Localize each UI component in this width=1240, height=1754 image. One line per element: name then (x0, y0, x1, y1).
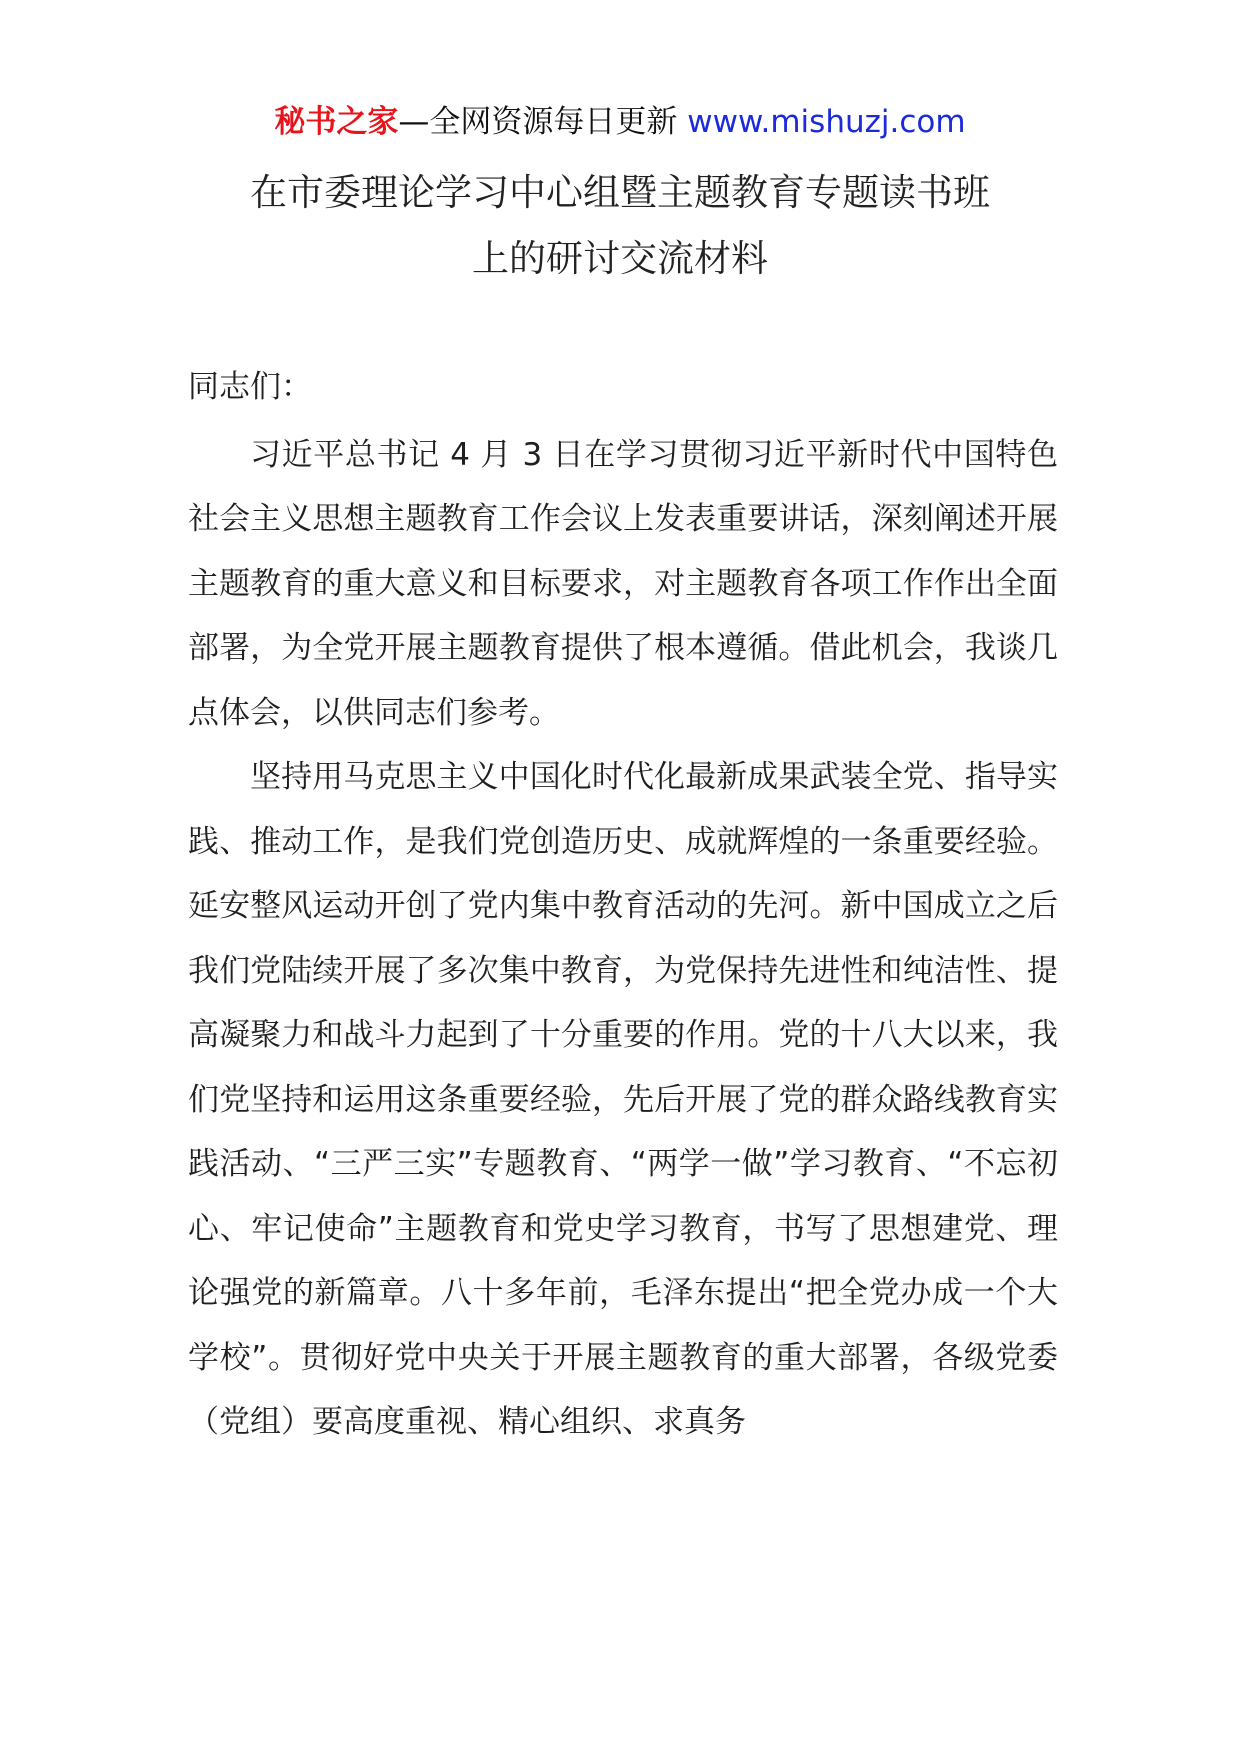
site-header (0, 100, 1240, 144)
site-brand: 秘书之家 (274, 104, 399, 140)
document-title-line-2: 上的研讨交流材料 (472, 237, 768, 280)
body-paragraph-1: 习近平总书记 4 月 3 日在学习贯彻习近平新时代中国特色社会主义思想主题教育工作会议上发表重要讲话，深刻阐述开展主题教育的重大意义和目标要求，对主题教育各项工作作出全面部署，为全党开展主题教育提供了根本遵循。借此机会，我谈几点体会，以供同志们参考。 (188, 436, 1058, 731)
site-url-link[interactable]: www.mishuzj.com (687, 104, 966, 140)
salutation: 同志们： (188, 369, 312, 405)
site-tagline: —全网资源每日更新 (398, 104, 678, 140)
document-title-line-1: 在市委理论学习中心组暨主题教育专题读书班 (250, 171, 990, 214)
body-paragraph-2: 坚持用马克思主义中国化时代化最新成果武装全党、指导实践、推动工作，是我们党创造历史、成就辉煌的一条重要经验。延安整风运动开创了党内集中教育活动的先河。新中国成立之后我们党陆续开展了多次集中教育，为党保持先进性和纯洁性、提高凝聚力和战斗力起到了十分重要的作用。党的十八大以来，我们党坚持和运用这条重要经验，先后开展了党的群众路线教育实践活动、“三严三实”专题教育、“两学一做”学习教育、“不忘初心、牢记使命”主题教育和党史学习教育，书写了思想建党、理论强党的新篇章。八十多年前，毛泽东提出“把全党办成一个大学校”。贯彻好党中央关于开展主题教育的重大部署，各级党委（党组）要高度重视、精心组织、求真务 (188, 759, 1058, 1440)
document-title (150, 160, 1090, 292)
document-body (188, 355, 1058, 1455)
